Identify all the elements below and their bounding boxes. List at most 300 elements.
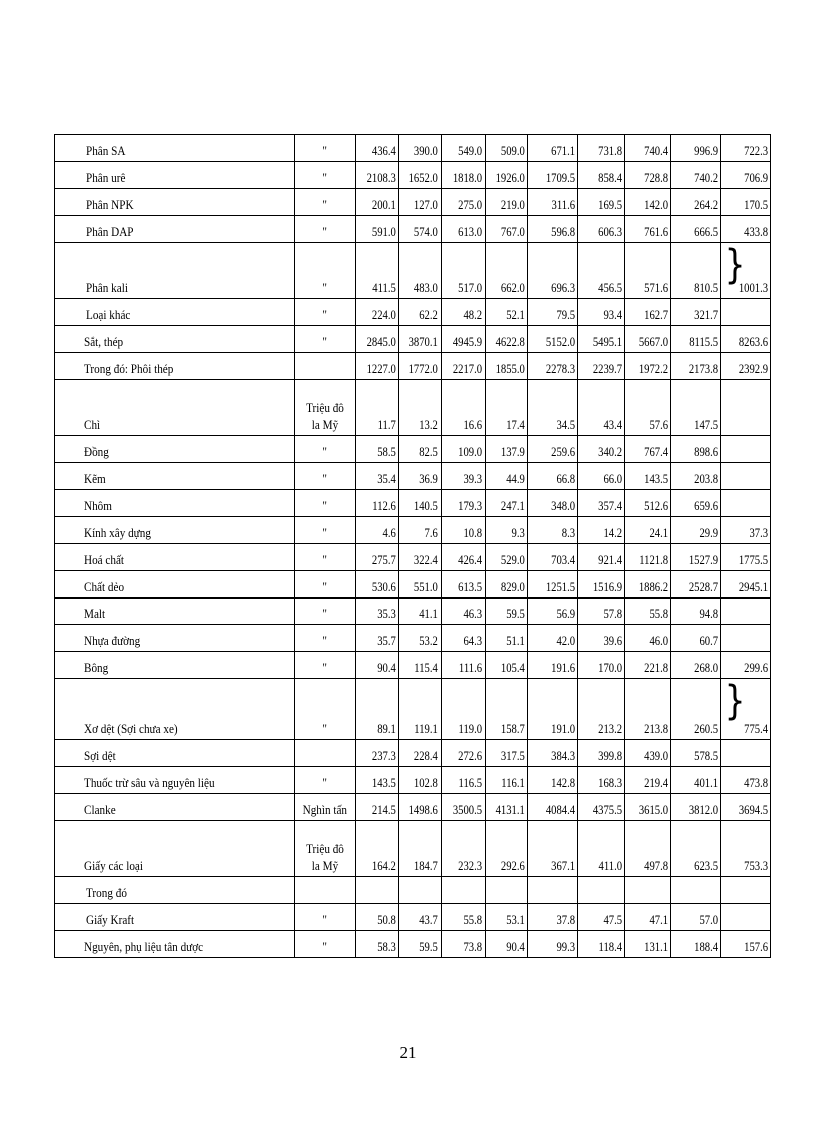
table-cell: 116.5 <box>449 767 485 794</box>
table-row <box>55 877 771 904</box>
table-cell: 574.0 <box>406 216 441 243</box>
table-cell: 13.2 <box>406 380 441 436</box>
row-label <box>55 931 295 958</box>
row-label-text: Nhựa đường <box>84 633 141 648</box>
table-cell: 94.8 <box>680 598 721 625</box>
row-label-text: Thuốc trừ sâu và nguyên liệu <box>84 775 215 790</box>
table-cell: 1121.8 <box>633 544 671 571</box>
table-cell: 8.3 <box>537 517 578 544</box>
table-row <box>55 598 771 625</box>
row-unit-text: " <box>322 939 328 954</box>
table-cell <box>730 380 771 436</box>
row-unit <box>295 299 356 326</box>
table-cell: 37.3 <box>730 517 771 544</box>
row-label <box>55 326 295 353</box>
row-label <box>55 299 295 326</box>
table-cell: 606.3 <box>586 216 625 243</box>
row-unit <box>295 189 356 216</box>
table-cell: 219.0 <box>493 189 528 216</box>
row-label <box>55 767 295 794</box>
table-cell: 90.4 <box>493 931 528 958</box>
row-label <box>55 490 295 517</box>
table-cell: 228.4 <box>406 740 441 767</box>
table-cell: 247.1 <box>493 490 528 517</box>
row-unit-text: " <box>322 334 328 349</box>
table-cell: 367.1 <box>537 821 578 877</box>
row-unit-text: " <box>322 633 328 648</box>
table-cell: 5667.0 <box>633 326 671 353</box>
table-cell: 219.4 <box>633 767 671 794</box>
table-cell: 591.0 <box>363 216 398 243</box>
table-cell: 16.6 <box>449 380 485 436</box>
table-cell <box>449 877 485 904</box>
table-cell: 43.4 <box>586 380 625 436</box>
brace-mark: } <box>724 242 746 288</box>
row-unit-text: " <box>322 721 328 736</box>
row-label-text: Sắt, thép <box>84 334 124 349</box>
table-cell: 1498.6 <box>406 794 441 821</box>
table-cell: 260.5 <box>680 679 721 740</box>
row-label <box>55 625 295 652</box>
table-row <box>55 162 771 189</box>
table-cell: 722.3 <box>730 135 771 162</box>
row-unit <box>295 571 356 598</box>
row-label-text: Loại khác <box>86 307 131 322</box>
table-cell: 433.8 <box>730 216 771 243</box>
table-cell: 158.7 <box>493 679 528 740</box>
table-cell: 46.3 <box>449 598 485 625</box>
table-cell <box>730 299 771 326</box>
table-cell: 170.5 <box>730 189 771 216</box>
table-cell: 59.5 <box>406 931 441 958</box>
table-cell: 119.1 <box>406 679 441 740</box>
table-cell: 1227.0 <box>363 353 398 380</box>
row-label-text: Phân NPK <box>86 197 134 212</box>
table-cell: 761.6 <box>633 216 671 243</box>
row-label-text: Sợi dệt <box>84 748 116 763</box>
table-row <box>55 490 771 517</box>
table-cell: 473.8 <box>730 767 771 794</box>
table-row <box>55 544 771 571</box>
table-cell: 596.8 <box>537 216 578 243</box>
row-unit-text: " <box>322 280 328 295</box>
row-label <box>55 243 295 299</box>
row-unit-text: " <box>322 578 328 594</box>
table-cell: 706.9 <box>730 162 771 189</box>
row-label-text: Hoá chất <box>84 552 125 567</box>
row-unit-text: " <box>322 498 328 513</box>
table-cell: 47.1 <box>633 904 671 931</box>
table-cell: 829.0 <box>493 571 528 598</box>
table-cell: 99.3 <box>537 931 578 958</box>
table-cell: 35.4 <box>363 463 398 490</box>
row-unit-text: Triệu đô la Mỹ <box>306 400 344 432</box>
table-cell: 3870.1 <box>406 326 441 353</box>
table-cell: 810.5 <box>680 243 721 299</box>
row-unit <box>295 544 356 571</box>
table-cell <box>730 436 771 463</box>
table-cell: 168.3 <box>586 767 625 794</box>
table-cell: 2239.7 <box>586 353 625 380</box>
table-cell: 1775.5 <box>730 544 771 571</box>
table-cell: 7.6 <box>406 517 441 544</box>
table-cell: 39.6 <box>586 625 625 652</box>
table-row <box>55 216 771 243</box>
row-label-text: Clanke <box>84 802 116 817</box>
table-cell: 39.3 <box>449 463 485 490</box>
table-cell: 112.6 <box>363 490 398 517</box>
table-cell: 214.5 <box>363 794 398 821</box>
row-unit-text: " <box>322 606 328 621</box>
table-cell: 340.2 <box>586 436 625 463</box>
row-label <box>55 189 295 216</box>
row-label-text: Giấy Kraft <box>86 912 135 927</box>
table-cell <box>363 877 398 904</box>
table-cell: 1652.0 <box>406 162 441 189</box>
row-unit-text: " <box>322 224 328 239</box>
table-cell: 119.0 <box>449 679 485 740</box>
table-cell: 203.8 <box>680 463 721 490</box>
row-unit <box>295 625 356 652</box>
table-cell: 118.4 <box>586 931 625 958</box>
table-cell: 740.4 <box>633 135 671 162</box>
table-cell: 2108.3 <box>363 162 398 189</box>
row-unit <box>295 436 356 463</box>
row-unit-text: " <box>322 307 328 322</box>
table-cell: 578.5 <box>680 740 721 767</box>
table-cell: 996.9 <box>680 135 721 162</box>
row-unit <box>295 767 356 794</box>
row-label-text: Nguyên, phụ liệu tân dược <box>84 939 204 954</box>
table-cell: 46.0 <box>633 625 671 652</box>
row-label-text: Phân DAP <box>86 224 134 239</box>
page-number: 21 <box>399 1043 417 1062</box>
table-cell <box>633 877 671 904</box>
row-unit <box>295 904 356 931</box>
table-cell: 4.6 <box>363 517 398 544</box>
table-cell: 399.8 <box>586 740 625 767</box>
table-cell: 275.7 <box>363 544 398 571</box>
table-row <box>55 243 771 299</box>
table-cell: 3615.0 <box>633 794 671 821</box>
table-cell: 411.5 <box>363 243 398 299</box>
table-cell: 179.3 <box>449 490 485 517</box>
table-row <box>55 679 771 740</box>
table-cell: 237.3 <box>363 740 398 767</box>
table-cell: 666.5 <box>680 216 721 243</box>
row-unit <box>295 652 356 679</box>
table-cell: 64.3 <box>449 625 485 652</box>
table-cell <box>406 877 441 904</box>
table-cell: 299.6 <box>730 652 771 679</box>
table-cell: 2845.0 <box>363 326 398 353</box>
table-cell: 184.7 <box>406 821 441 877</box>
table-row <box>55 135 771 162</box>
table-cell: 512.6 <box>633 490 671 517</box>
row-unit-text: " <box>322 912 328 927</box>
row-label <box>55 679 295 740</box>
row-unit <box>295 679 356 740</box>
table-cell: 275.0 <box>449 189 485 216</box>
row-unit <box>295 794 356 821</box>
table-cell: 111.6 <box>449 652 485 679</box>
table-cell: 898.6 <box>680 436 721 463</box>
row-unit <box>295 135 356 162</box>
table-cell: 62.2 <box>406 299 441 326</box>
row-unit-text: " <box>322 552 328 567</box>
row-label <box>55 904 295 931</box>
table-cell <box>730 904 771 931</box>
table-cell: 17.4 <box>493 380 528 436</box>
table-row <box>55 517 771 544</box>
row-unit-text: " <box>322 143 328 158</box>
table-cell: 10.8 <box>449 517 485 544</box>
table-cell: 89.1 <box>363 679 398 740</box>
row-unit-text: " <box>322 444 328 459</box>
row-label <box>55 380 295 436</box>
table-cell: 1855.0 <box>493 353 528 380</box>
table-cell: 47.5 <box>586 904 625 931</box>
table-cell: 137.9 <box>493 436 528 463</box>
row-label <box>55 571 295 598</box>
row-unit <box>295 463 356 490</box>
row-label-text: Malt <box>84 606 106 621</box>
table-cell: 767.0 <box>493 216 528 243</box>
table-cell: 29.9 <box>680 517 721 544</box>
table-cell: 613.5 <box>449 571 485 598</box>
import-volume-table <box>54 134 771 958</box>
row-label-text: Nhôm <box>84 498 112 513</box>
row-label-text: Kính xây dựng <box>84 525 151 540</box>
table-cell: 858.4 <box>586 162 625 189</box>
table-cell: 200.1 <box>363 189 398 216</box>
table-cell: 164.2 <box>363 821 398 877</box>
table-cell: 671.1 <box>537 135 578 162</box>
table-cell: 48.2 <box>449 299 485 326</box>
table-cell: 53.2 <box>406 625 441 652</box>
table-cell: 292.6 <box>493 821 528 877</box>
row-unit-text: Nghìn tấn <box>302 802 348 817</box>
table-cell: 109.0 <box>449 436 485 463</box>
row-unit <box>295 490 356 517</box>
row-label-text: Đồng <box>84 444 109 459</box>
row-unit <box>295 326 356 353</box>
table-cell: 58.5 <box>363 436 398 463</box>
table-cell: 224.0 <box>363 299 398 326</box>
row-unit <box>295 877 356 904</box>
table-cell: 529.0 <box>493 544 528 571</box>
table-row <box>55 571 771 598</box>
table-cell: 162.7 <box>633 299 671 326</box>
table-cell: 1251.5 <box>537 571 578 598</box>
table-cell: 1527.9 <box>680 544 721 571</box>
row-label <box>55 463 295 490</box>
table-cell: 2528.7 <box>680 571 721 598</box>
table-cell: 321.7 <box>680 299 721 326</box>
row-unit-text: " <box>322 775 328 790</box>
table-cell: 59.5 <box>493 598 528 625</box>
table-cell: 753.3 <box>730 821 771 877</box>
table-cell: 140.5 <box>406 490 441 517</box>
table-cell: 82.5 <box>406 436 441 463</box>
table-cell: 268.0 <box>680 652 721 679</box>
brace-mark: } <box>724 678 746 724</box>
row-label-text: Kẽm <box>84 471 106 486</box>
table-cell: 322.4 <box>406 544 441 571</box>
row-unit <box>295 243 356 299</box>
table-cell <box>730 877 771 904</box>
table-cell: 456.5 <box>586 243 625 299</box>
table-cell: 1926.0 <box>493 162 528 189</box>
row-label-text: Phân SA <box>86 143 126 158</box>
table-cell: 143.5 <box>363 767 398 794</box>
table-cell: 66.8 <box>537 463 578 490</box>
table-cell: 66.0 <box>586 463 625 490</box>
table-row <box>55 625 771 652</box>
row-label <box>55 598 295 625</box>
table-cell: 767.4 <box>633 436 671 463</box>
table-cell: 8115.5 <box>680 326 721 353</box>
table-cell: 1886.2 <box>633 571 671 598</box>
table-cell: 623.5 <box>680 821 721 877</box>
table-cell: 36.9 <box>406 463 441 490</box>
table-cell <box>493 877 528 904</box>
row-unit <box>295 598 356 625</box>
table-cell: 272.6 <box>449 740 485 767</box>
table-cell <box>730 625 771 652</box>
table-cell: 131.1 <box>633 931 671 958</box>
table-cell: 384.3 <box>537 740 578 767</box>
table-cell: 517.0 <box>449 243 485 299</box>
row-unit-text: " <box>322 525 328 540</box>
table-cell <box>586 877 625 904</box>
row-unit <box>295 353 356 380</box>
table-cell <box>730 598 771 625</box>
table-cell: 42.0 <box>537 625 578 652</box>
table-cell: 1516.9 <box>586 571 625 598</box>
table-cell: 703.4 <box>537 544 578 571</box>
row-label <box>55 436 295 463</box>
row-label-text: Trong đó: Phôi thép <box>84 361 174 376</box>
table-cell: 58.3 <box>363 931 398 958</box>
table-body <box>55 135 771 958</box>
row-label <box>55 821 295 877</box>
table-row <box>55 436 771 463</box>
table-cell: 740.2 <box>680 162 721 189</box>
table-row <box>55 904 771 931</box>
table-cell: 73.8 <box>449 931 485 958</box>
table-cell: 232.3 <box>449 821 485 877</box>
row-label <box>55 877 295 904</box>
table-cell: 439.0 <box>633 740 671 767</box>
table-cell: 35.7 <box>363 625 398 652</box>
table-cell: 53.1 <box>493 904 528 931</box>
row-unit <box>295 821 356 877</box>
table-cell: 34.5 <box>537 380 578 436</box>
row-unit <box>295 740 356 767</box>
table-cell: 390.0 <box>406 135 441 162</box>
table-row <box>55 353 771 380</box>
table-cell: 213.8 <box>633 679 671 740</box>
table-cell: 169.5 <box>586 189 625 216</box>
row-unit-text: " <box>322 660 328 675</box>
table-cell: 55.8 <box>449 904 485 931</box>
table-cell: 2173.8 <box>680 353 721 380</box>
row-unit <box>295 162 356 189</box>
table-cell: 191.6 <box>537 652 578 679</box>
table-cell: 401.1 <box>680 767 721 794</box>
table-cell: 5495.1 <box>586 326 625 353</box>
table-cell: 8263.6 <box>730 326 771 353</box>
row-label <box>55 652 295 679</box>
table-cell: 11.7 <box>363 380 398 436</box>
table-cell: 79.5 <box>537 299 578 326</box>
table-cell: 2945.1 <box>730 571 771 598</box>
row-label-text: Phân kali <box>86 280 128 295</box>
row-label <box>55 544 295 571</box>
table-cell: 43.7 <box>406 904 441 931</box>
table-cell: 3812.0 <box>680 794 721 821</box>
table-cell <box>730 463 771 490</box>
table-cell: 571.6 <box>633 243 671 299</box>
table-cell: 60.7 <box>680 625 721 652</box>
table-cell: 549.0 <box>449 135 485 162</box>
table-cell: 93.4 <box>586 299 625 326</box>
table-cell: 24.1 <box>633 517 671 544</box>
table-cell: 436.4 <box>363 135 398 162</box>
table-cell: 127.0 <box>406 189 441 216</box>
table-row <box>55 740 771 767</box>
table-cell: 4131.1 <box>493 794 528 821</box>
table-cell: 775.4 } <box>730 679 771 740</box>
table-cell: 1709.5 <box>537 162 578 189</box>
table-cell <box>680 877 721 904</box>
table-cell: 4622.8 <box>493 326 528 353</box>
row-label <box>55 517 295 544</box>
table-row <box>55 380 771 436</box>
table-cell: 52.1 <box>493 299 528 326</box>
table-cell: 221.8 <box>633 652 671 679</box>
table-row <box>55 652 771 679</box>
table-cell: 551.0 <box>406 571 441 598</box>
table-cell <box>730 740 771 767</box>
table-cell: 4084.4 <box>537 794 578 821</box>
table-cell: 5152.0 <box>537 326 578 353</box>
table-cell: 37.8 <box>537 904 578 931</box>
table-cell: 728.8 <box>633 162 671 189</box>
table-cell: 2217.0 <box>449 353 485 380</box>
table-cell: 3694.5 <box>730 794 771 821</box>
table-cell: 2392.9 <box>730 353 771 380</box>
table-cell: 105.4 <box>493 652 528 679</box>
row-unit <box>295 517 356 544</box>
table-cell: 1972.2 <box>633 353 671 380</box>
table-cell: 157.6 <box>730 931 771 958</box>
row-label-text: Xơ dệt (Sợi chưa xe) <box>84 721 178 736</box>
row-unit <box>295 380 356 436</box>
table-cell: 115.4 <box>406 652 441 679</box>
row-label-text: Chì <box>84 417 101 432</box>
row-unit <box>295 931 356 958</box>
table-cell: 57.6 <box>633 380 671 436</box>
row-unit-text: " <box>322 197 328 212</box>
table-cell: 191.0 <box>537 679 578 740</box>
table-cell <box>730 490 771 517</box>
row-label-text: Trong đó <box>86 885 127 900</box>
table-cell: 1772.0 <box>406 353 441 380</box>
table-row <box>55 326 771 353</box>
row-label-text: Chất dẻo <box>84 578 125 594</box>
